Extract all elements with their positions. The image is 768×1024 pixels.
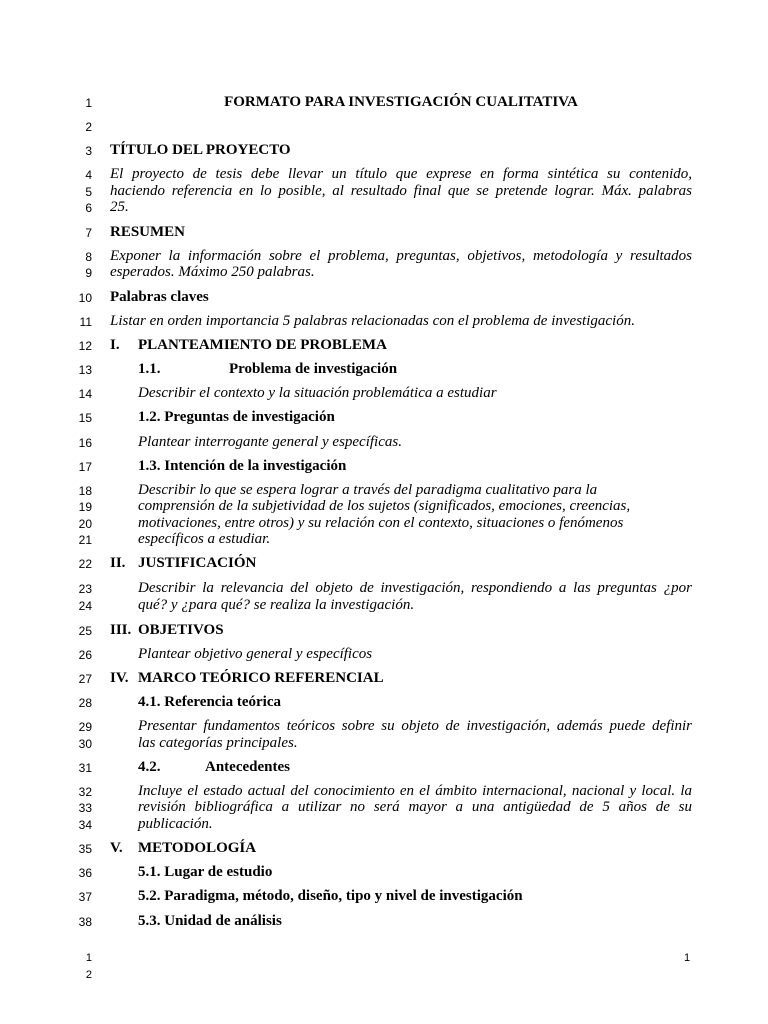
subsection-heading: 1.3. Intención de la investigación xyxy=(138,458,347,474)
subsection-heading: 5.1. Lugar de estudio xyxy=(138,864,273,880)
subsection-title: Problema de investigación xyxy=(229,361,398,377)
titulo-desc-line: 25. xyxy=(110,199,129,215)
subsection-desc-line: motivaciones, entre otros) y su relación con el contexto, situaciones o fenómenos xyxy=(138,515,624,531)
line-number: 31 xyxy=(78,761,92,775)
line-number: 11 xyxy=(79,315,92,329)
section-title: MARCO TEÓRICO REFERENCIAL xyxy=(138,670,384,686)
section-title: OBJETIVOS xyxy=(138,622,224,638)
subsection-number: 4.2. xyxy=(138,759,161,775)
section-heading xyxy=(110,840,692,857)
line-number: 7 xyxy=(85,226,92,240)
line-number: 35 xyxy=(78,842,92,856)
line-number: 24 xyxy=(78,599,92,613)
titulo-desc-line: haciendo referencia en lo posible, al resultado final que se pretende lograr. Máx. palabras xyxy=(110,183,692,199)
section-heading xyxy=(110,622,692,639)
footer-line-number: 1 xyxy=(85,952,92,964)
section-heading xyxy=(110,337,692,354)
subsection-heading: 1.2. Preguntas de investigación xyxy=(138,409,335,425)
section-number: III. xyxy=(110,622,132,638)
subsection-desc-line: las categorías principales. xyxy=(138,735,298,751)
line-number: 34 xyxy=(78,818,92,832)
subsection-desc-line: comprensión de la subjetividad de los sujetos (significados, emociones, creencias, xyxy=(138,498,631,514)
section-title: JUSTIFICACIÓN xyxy=(138,555,257,571)
subsection-desc-line: publicación. xyxy=(138,816,213,832)
line-number: 4 xyxy=(85,168,92,182)
subsection-desc-line: revisión bibliográfica a utilizar no será mayor a una antigüedad de 5 años de su xyxy=(138,799,692,815)
subsection-desc: Describir el contexto y la situación problemática a estudiar xyxy=(138,385,497,401)
subsection-desc-line: Describir lo que se espera lograr a través del paradigma cualitativo para la xyxy=(138,482,598,498)
line-number: 25 xyxy=(78,624,92,638)
resumen-heading: RESUMEN xyxy=(110,224,186,240)
line-number: 23 xyxy=(78,582,92,596)
line-number: 6 xyxy=(85,201,92,215)
section-number: I. xyxy=(110,337,120,353)
page-title: FORMATO PARA INVESTIGACIÓN CUALITATIVA xyxy=(224,94,578,110)
section-number: V. xyxy=(110,840,123,856)
line-number: 5 xyxy=(85,185,92,199)
subsection-desc-line: Presentar fundamentos teóricos sobre su objeto de investigación, además puede definir xyxy=(138,718,692,734)
section-desc-line: Describir la relevancia del objeto de investigación, respondiendo a las preguntas ¿por xyxy=(138,580,692,596)
palabras-heading: Palabras claves xyxy=(110,289,209,305)
line-number: 12 xyxy=(78,339,92,353)
titulo-desc-line: El proyecto de tesis debe llevar un título que exprese en forma sintética su contenido, xyxy=(110,166,692,182)
line-number: 21 xyxy=(78,533,92,547)
line-number: 27 xyxy=(78,672,92,686)
resumen-desc-line: esperados. Máximo 250 palabras. xyxy=(110,264,315,280)
line-number: 33 xyxy=(78,801,92,815)
line-number: 9 xyxy=(85,266,92,280)
line-number: 22 xyxy=(78,557,92,571)
subsection-title: Antecedentes xyxy=(205,759,290,775)
section-title: METODOLOGÍA xyxy=(138,840,257,856)
section-number: II. xyxy=(110,555,126,571)
subsection-heading xyxy=(138,361,692,378)
line-number: 3 xyxy=(85,144,92,158)
subsection-heading: 5.3. Unidad de análisis xyxy=(138,913,282,929)
subsection-desc-line: específicos a estudiar. xyxy=(138,531,271,547)
line-number: 14 xyxy=(78,387,92,401)
line-number: 38 xyxy=(78,915,92,929)
line-number: 37 xyxy=(78,890,92,904)
palabras-desc: Listar en orden importancia 5 palabras relacionadas con el problema de investigación. xyxy=(110,313,635,329)
line-number: 20 xyxy=(78,517,92,531)
resumen-desc-line: Exponer la información sobre el problema, preguntas, objetivos, metodología y resultados xyxy=(110,248,692,264)
section-heading xyxy=(110,555,692,572)
footer-line-number: 2 xyxy=(85,969,92,981)
page-number: 1 xyxy=(684,952,691,964)
line-number: 1 xyxy=(85,96,92,110)
section-heading xyxy=(110,670,692,687)
section-number: IV. xyxy=(110,670,129,686)
titulo-heading: TÍTULO DEL PROYECTO xyxy=(110,142,291,158)
subsection-heading: 5.2. Paradigma, método, diseño, tipo y nivel de investigación xyxy=(138,888,523,904)
line-number: 29 xyxy=(78,720,92,734)
line-number: 15 xyxy=(78,411,92,425)
line-number: 28 xyxy=(78,696,92,710)
subsection-number: 1.1. xyxy=(138,361,161,377)
line-number: 30 xyxy=(78,737,92,751)
line-number: 18 xyxy=(78,484,92,498)
subsection-heading: 4.1. Referencia teórica xyxy=(138,694,281,710)
section-title: PLANTEAMIENTO DE PROBLEMA xyxy=(138,337,387,353)
line-number: 26 xyxy=(78,648,92,662)
line-number: 2 xyxy=(85,120,92,134)
line-number: 10 xyxy=(78,291,92,305)
line-number: 36 xyxy=(78,866,92,880)
line-number: 17 xyxy=(78,460,92,474)
line-number: 16 xyxy=(78,436,92,450)
subsection-heading xyxy=(138,759,692,776)
line-number: 13 xyxy=(78,363,92,377)
subsection-desc: Plantear interrogante general y específicas. xyxy=(138,434,402,450)
line-number: 32 xyxy=(78,785,92,799)
line-number: 19 xyxy=(78,500,92,514)
subsection-desc-line: Incluye el estado actual del conocimiento en el ámbito internacional, nacional y local. la xyxy=(138,783,692,799)
section-desc: Plantear objetivo general y específicos xyxy=(138,646,373,662)
line-number: 8 xyxy=(85,250,92,264)
section-desc-line: qué? y ¿para qué? se realiza la investigación. xyxy=(138,597,415,613)
